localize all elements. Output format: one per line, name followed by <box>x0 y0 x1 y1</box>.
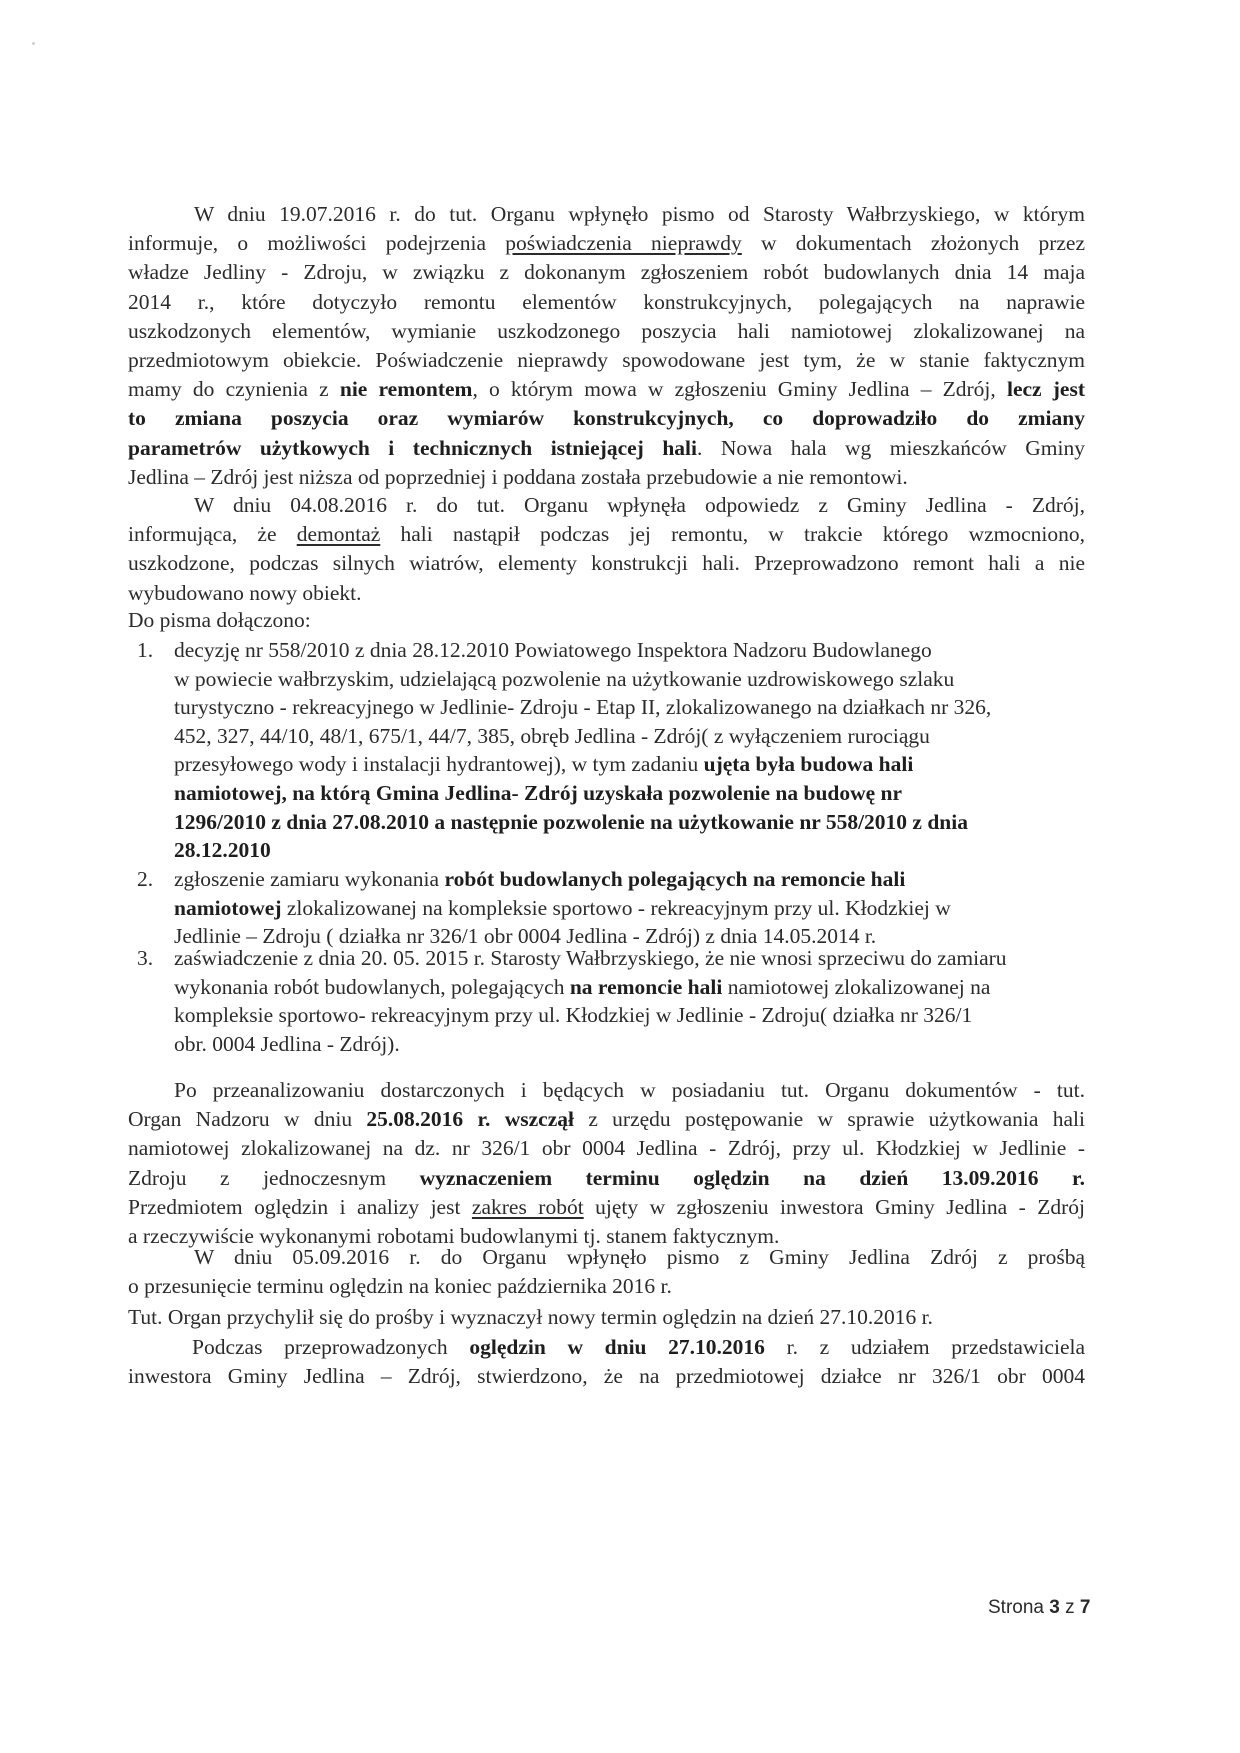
text-line <box>128 404 1085 432</box>
text-run: a rzeczywiście wykonanymi robotami budowlanymi tj. stanem faktycznym. <box>128 1224 780 1248</box>
underlined-text: demontaż <box>296 522 381 547</box>
text-run: w dokumentach złożonych przez <box>741 231 1085 256</box>
text-run: 452, 327, 44/10, 48/1, 675/1, 44/7, 385, obręb Jedlina - Zdrój( z wyłączeniem rurociągu <box>174 723 930 748</box>
list-item-line <box>174 836 271 864</box>
text-run: Jedlina – Zdrój jest niższa od poprzedniej i poddana została przebudowie a nie remontowi. <box>128 464 908 489</box>
text-run: Zdroju z jednoczesnym <box>128 1165 420 1190</box>
footer-total-pages: 7 <box>1079 1597 1091 1618</box>
bold-text: robót budowlanych polegających na remoncie hali <box>444 867 906 891</box>
list-item-number: 1. <box>137 638 154 662</box>
bold-text: namiotowej, na którą Gmina Jedlina- Zdrój uzyskała pozwolenie na budowę nr <box>174 781 903 805</box>
page-footer <box>988 1597 1090 1619</box>
text-run: decyzję nr 558/2010 z dnia 28.12.2010 Powiatowego Inspektora Nadzoru Budowlanego <box>174 638 932 662</box>
text-line <box>128 375 1085 403</box>
text-run: W dniu 05.09.2016 r. do Organu wpłynęło pismo z Gminy Jedlina Zdrój z prośbą <box>194 1245 1085 1269</box>
text-run: turystyczno - rekreacyjnego w Jedlinie- Zdroju - Etap II, zlokalizowanego na działkach nr 326, <box>174 695 992 720</box>
text-run: Przedmiotem oględzin i analizy jest <box>128 1194 472 1219</box>
bold-text: lecz jest <box>1006 377 1085 402</box>
list-item-line <box>174 693 991 721</box>
list-item-line <box>174 865 905 893</box>
text-run: informuje, o możliwości podejrzenia <box>128 231 506 256</box>
text-line <box>128 579 362 607</box>
text-run: ujęty w zgłoszeniu inwestora Gminy Jedlina - Zdrój <box>583 1194 1086 1219</box>
text-run: W dniu 04.08.2016 r. do tut. Organu wpłynęła odpowiedz z Gminy Jedlina - Zdrój, <box>194 493 1085 517</box>
underlined-text: poświadczenia nieprawdy <box>505 231 742 256</box>
text-line <box>128 229 1085 257</box>
list-item-line <box>174 779 902 807</box>
text-run: Jedlinie – Zdroju ( działka nr 326/1 obr 0004 Jedlina - Zdrój) z dnia 14.05.2014 r. <box>174 924 877 949</box>
list-item-line <box>174 1030 400 1058</box>
bold-text: nie remontem <box>339 377 473 402</box>
text-run: hali nastąpił podczas jej remontu, w trakcie którego wzmocniono, <box>380 522 1086 547</box>
text-run: namiotowej zlokalizowanej na dz. nr 326/1 obr 0004 Jedlina - Zdrój, przy ul. Kłodzkiej w Jedlinie - <box>128 1136 1085 1161</box>
text-line <box>128 463 908 491</box>
list-item-number: 2. <box>137 867 154 891</box>
text-run: Do pisma dołączono: <box>128 608 311 632</box>
text-run: informująca, że <box>128 522 297 547</box>
footer-label: Strona <box>988 1597 1044 1618</box>
list-item-line <box>174 665 954 693</box>
text-line <box>128 434 1085 462</box>
text-line <box>194 491 1085 519</box>
text-run: przesyłowego wody i instalacji hydrantowej), w tym zadaniu <box>174 752 704 777</box>
text-run: o przesunięcie terminu oględzin na koniec października 2016 r. <box>128 1274 672 1299</box>
bold-text: ujęta była budowa hali <box>703 752 914 777</box>
text-line <box>128 549 1085 577</box>
text-run: Organ Nadzoru w dniu <box>128 1107 367 1132</box>
text-line <box>192 1333 1085 1361</box>
text-run: 2014 r., które dotyczyło remontu elementów konstrukcyjnych, polegających na naprawie <box>128 289 1085 314</box>
list-item-line <box>174 894 951 922</box>
text-run: namiotowej zlokalizowanej na <box>722 974 991 999</box>
bold-text: oględzin w dniu 27.10.2016 <box>469 1335 765 1359</box>
text-run: Po przeanalizowaniu dostarczonych i będących w posiadaniu tut. Organu dokumentów - tut. <box>174 1078 1085 1102</box>
footer-current-page: 3 <box>1049 1597 1060 1618</box>
text-line <box>128 1272 672 1300</box>
bold-text: 25.08.2016 r. wszczął <box>366 1107 574 1132</box>
bold-text: 28.12.2010 <box>174 838 271 863</box>
text-run: uszkodzone, podczas silnych wiatrów, elementy konstrukcji hali. Przeprowadzono remont hali a nie <box>128 551 1085 576</box>
text-run: Podczas przeprowadzonych <box>192 1335 470 1359</box>
text-line <box>128 1303 933 1331</box>
list-item-line <box>174 808 968 836</box>
text-run: wykonania robót budowlanych, polegających <box>174 974 570 999</box>
bold-text: to zmiana poszycia oraz wymiarów konstrukcyjnych, co doprowadziło do zmiany <box>128 406 1085 431</box>
text-line <box>194 200 1085 228</box>
bold-text: parametrów użytkowych i technicznych istniejącej hali <box>128 435 697 460</box>
text-run: W dniu 19.07.2016 r. do tut. Organu wpłynęło pismo od Starosty Wałbrzyskiego, w którym <box>194 202 1085 226</box>
text-line <box>128 346 1085 374</box>
underlined-text: zakres robót <box>471 1194 584 1219</box>
text-line <box>174 1076 1085 1104</box>
scan-dust-mark <box>32 42 35 45</box>
text-run: władze Jedliny - Zdroju, w związku z dokonanym zgłoszeniem robót budowlanych dnia 14 maja <box>128 260 1085 285</box>
text-run: obr. 0004 Jedlina - Zdrój). <box>174 1031 400 1056</box>
text-run: kompleksie sportowo- rekreacyjnym przy ul. Kłodzkiej w Jedlinie - Zdroju( działka nr 326/1 <box>174 1003 973 1028</box>
list-item-line <box>174 722 930 750</box>
text-line <box>128 288 1085 316</box>
list-item-line <box>174 636 932 664</box>
text-run: inwestora Gminy Jedlina – Zdrój, stwierdzono, że na przedmiotowej działce nr 326/1 obr 0004 <box>128 1364 1085 1389</box>
text-line <box>194 1243 1085 1271</box>
text-run: . Nowa hala wg mieszkańców Gminy <box>696 435 1085 460</box>
attachments-heading <box>128 606 311 634</box>
bold-text: namiotowej <box>174 895 282 920</box>
text-run: zaświadczenie z dnia 20. 05. 2015 r. Starosty Wałbrzyskiego, że nie wnosi sprzeciwu do zamiaru <box>174 946 1007 970</box>
list-item-line <box>174 1001 972 1029</box>
text-run: uszkodzonych elementów, wymianie uszkodzonego poszycia hali namiotowej zlokalizowanej na <box>128 318 1085 343</box>
text-run: mamy do czynienia z <box>128 377 340 402</box>
text-run: Tut. Organ przychylił się do prośby i wyznaczył nowy termin oględzin na dzień 27.10.2016 r. <box>128 1305 933 1329</box>
list-item-line <box>174 944 1007 972</box>
footer-separator: z <box>1065 1597 1075 1618</box>
text-line <box>128 1164 1085 1192</box>
text-line <box>128 1105 1085 1133</box>
list-item-number: 3. <box>137 946 154 970</box>
text-run: r. z udziałem przedstawiciela <box>764 1335 1085 1359</box>
text-run: zgłoszenie zamiaru wykonania <box>174 867 445 891</box>
text-run: wybudowano nowy obiekt. <box>128 580 362 605</box>
list-item-line <box>174 750 913 778</box>
text-line <box>128 1134 1085 1162</box>
text-run: przedmiotowym obiekcie. Poświadczenie nieprawdy spowodowane jest tym, że w stanie faktycznym <box>128 348 1085 372</box>
text-run: , o którym mowa w zgłoszeniu Gminy Jedlina – Zdrój, <box>472 377 1007 402</box>
bold-text: 1296/2010 z dnia 27.08.2010 a następnie pozwolenie na użytkowanie nr 558/2010 z dnia <box>174 809 968 834</box>
bold-text: na remoncie hali <box>569 974 723 999</box>
bold-text: wyznaczeniem terminu oględzin na dzień 13.09.2016 r. <box>419 1165 1085 1190</box>
text-run: z urzędu postępowanie w sprawie użytkowania hali <box>574 1107 1085 1132</box>
text-line <box>128 1193 1085 1221</box>
text-line <box>128 258 1085 286</box>
text-line <box>128 520 1085 548</box>
text-run: zlokalizowanej na kompleksie sportowo - rekreacyjnym przy ul. Kłodzkiej w <box>281 895 951 920</box>
list-item-line <box>174 973 990 1001</box>
text-line <box>128 317 1085 345</box>
text-line <box>128 1362 1085 1390</box>
text-run: w powiecie wałbrzyskim, udzielającą pozwolenie na użytkowanie uzdrowiskowego szlaku <box>174 666 955 691</box>
